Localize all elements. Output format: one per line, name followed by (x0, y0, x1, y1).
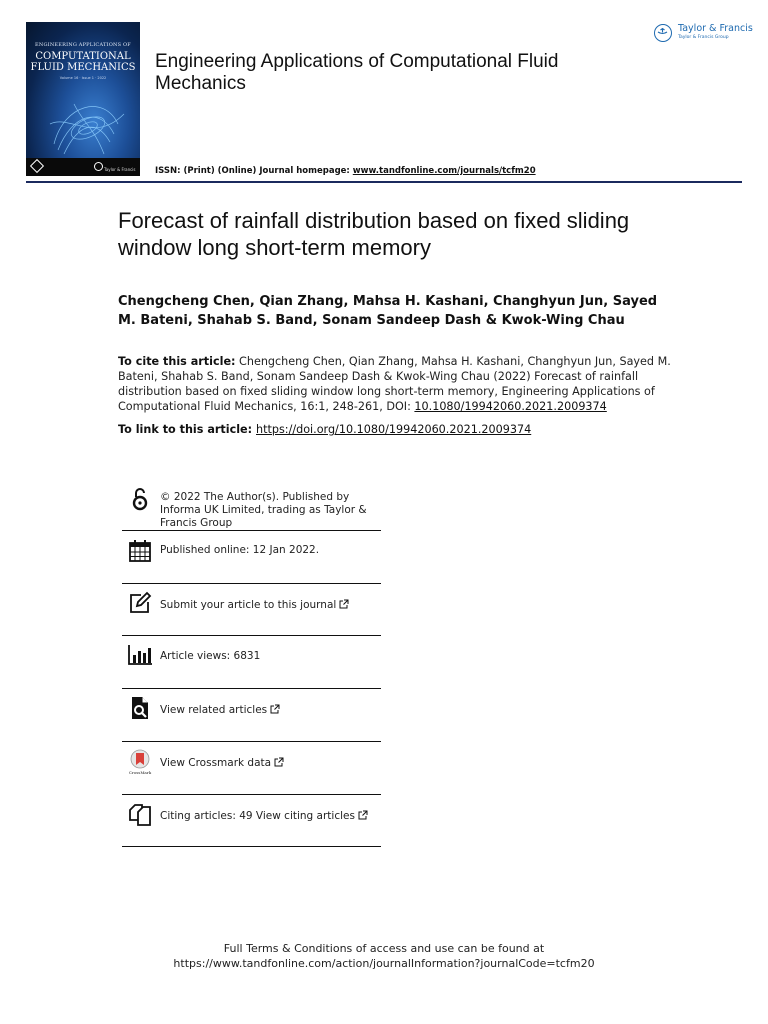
article-doi-link[interactable]: https://doi.org/10.1080/19942060.2021.2009374 (256, 423, 532, 436)
info-row-related[interactable] (122, 688, 381, 742)
issn-label: ISSN: (Print) (Online) Journal homepage: (155, 166, 353, 176)
taylor-francis-logo[interactable] (654, 22, 754, 48)
taylor-francis-circle-icon (654, 24, 672, 42)
link-label: To link to this article: (118, 423, 256, 436)
cite-label: To cite this article: (118, 355, 236, 368)
terms-url[interactable]: https://www.tandfonline.com/action/journalInformation?journalCode=tcfm20 (173, 957, 595, 970)
submit-article-link[interactable]: Submit your article to this journal (160, 599, 349, 612)
view-related-articles-link[interactable]: View related articles (160, 704, 280, 717)
external-link-icon (358, 810, 368, 820)
terms-line-1: Full Terms & Conditions of access and use can be found at (223, 942, 545, 955)
info-row-views (122, 635, 381, 689)
cover-swirl-art (44, 84, 128, 160)
journal-title: Engineering Applications of Computational Fluid Mechanics (155, 51, 559, 94)
article-title: Forecast of rainfall distribution based on fixed sliding window long short-term memory (118, 208, 630, 260)
info-row-crossmark[interactable] (122, 741, 381, 795)
citing-articles-icon (127, 802, 153, 828)
journal-cover (26, 22, 140, 176)
society-logo-icon (30, 159, 44, 173)
crossmark-icon (127, 749, 153, 775)
info-row-submit[interactable] (122, 583, 381, 636)
article-link-line (118, 423, 531, 436)
open-access-icon (127, 486, 153, 512)
crossmark-icon-label: CrossMark (128, 770, 152, 775)
issn-line (155, 166, 536, 176)
citation-block (118, 354, 678, 414)
copyright-text: © 2022 The Author(s). Published by Informa UK Limited, trading as Taylor & Francis Group (160, 491, 367, 529)
published-text: Published online: 12 Jan 2022. (160, 544, 320, 556)
cover-footer (26, 158, 140, 176)
cite-doi-link[interactable]: 10.1080/19942060.2021.2009374 (414, 400, 607, 413)
article-views-text: Article views: 6831 (160, 650, 261, 662)
external-link-icon (270, 704, 280, 714)
external-link-icon (274, 757, 284, 767)
bar-chart-icon (127, 642, 153, 668)
cover-volume: Volume 16 · Issue 1 · 2022 (59, 76, 107, 80)
external-link-icon (339, 599, 349, 609)
publisher-logo-icon (94, 162, 103, 171)
info-row-copyright (122, 484, 381, 531)
edit-icon (127, 590, 153, 616)
cover-series: ENGINEERING APPLICATIONS OF (35, 42, 131, 48)
journal-homepage-link[interactable]: www.tandfonline.com/journals/tcfm20 (352, 166, 536, 176)
view-crossmark-link[interactable]: View Crossmark data (160, 757, 284, 770)
taylor-francis-group: Taylor & Francis Group (678, 35, 729, 40)
cover-title: COMPUTATIONAL FLUID MECHANICS (30, 51, 136, 73)
cover-publisher-label: Taylor & Francis (104, 167, 136, 172)
terms-footer (0, 941, 768, 971)
view-citing-articles-link[interactable]: Citing articles: 49 View citing articles (160, 810, 368, 823)
article-authors: Chengcheng Chen, Qian Zhang, Mahsa H. Kashani, Changhyun Jun, Sayed M. Bateni, Shahab S. Band, Sonam Sandeep Dash & Kwok-Wing Chau (118, 294, 658, 328)
cite-text: Chengcheng Chen, Qian Zhang, Mahsa H. Kashani, Changhyun Jun, Sayed M. Bateni, Shahab S. Band, Sonam Sandeep Dash & Kwok-Wing Chau (2022) Forecast of rainfall distribution based on fixed sliding window long short-term memory, Engineering Applications of Computational Fluid Mechanics, 16:1, 248-261, DOI: (118, 355, 671, 413)
related-articles-icon (127, 695, 153, 721)
header-rule (26, 181, 742, 183)
calendar-icon (127, 538, 153, 564)
taylor-francis-name: Taylor & Francis (678, 23, 753, 34)
info-row-citing[interactable] (122, 794, 381, 847)
info-row-published (122, 530, 381, 584)
